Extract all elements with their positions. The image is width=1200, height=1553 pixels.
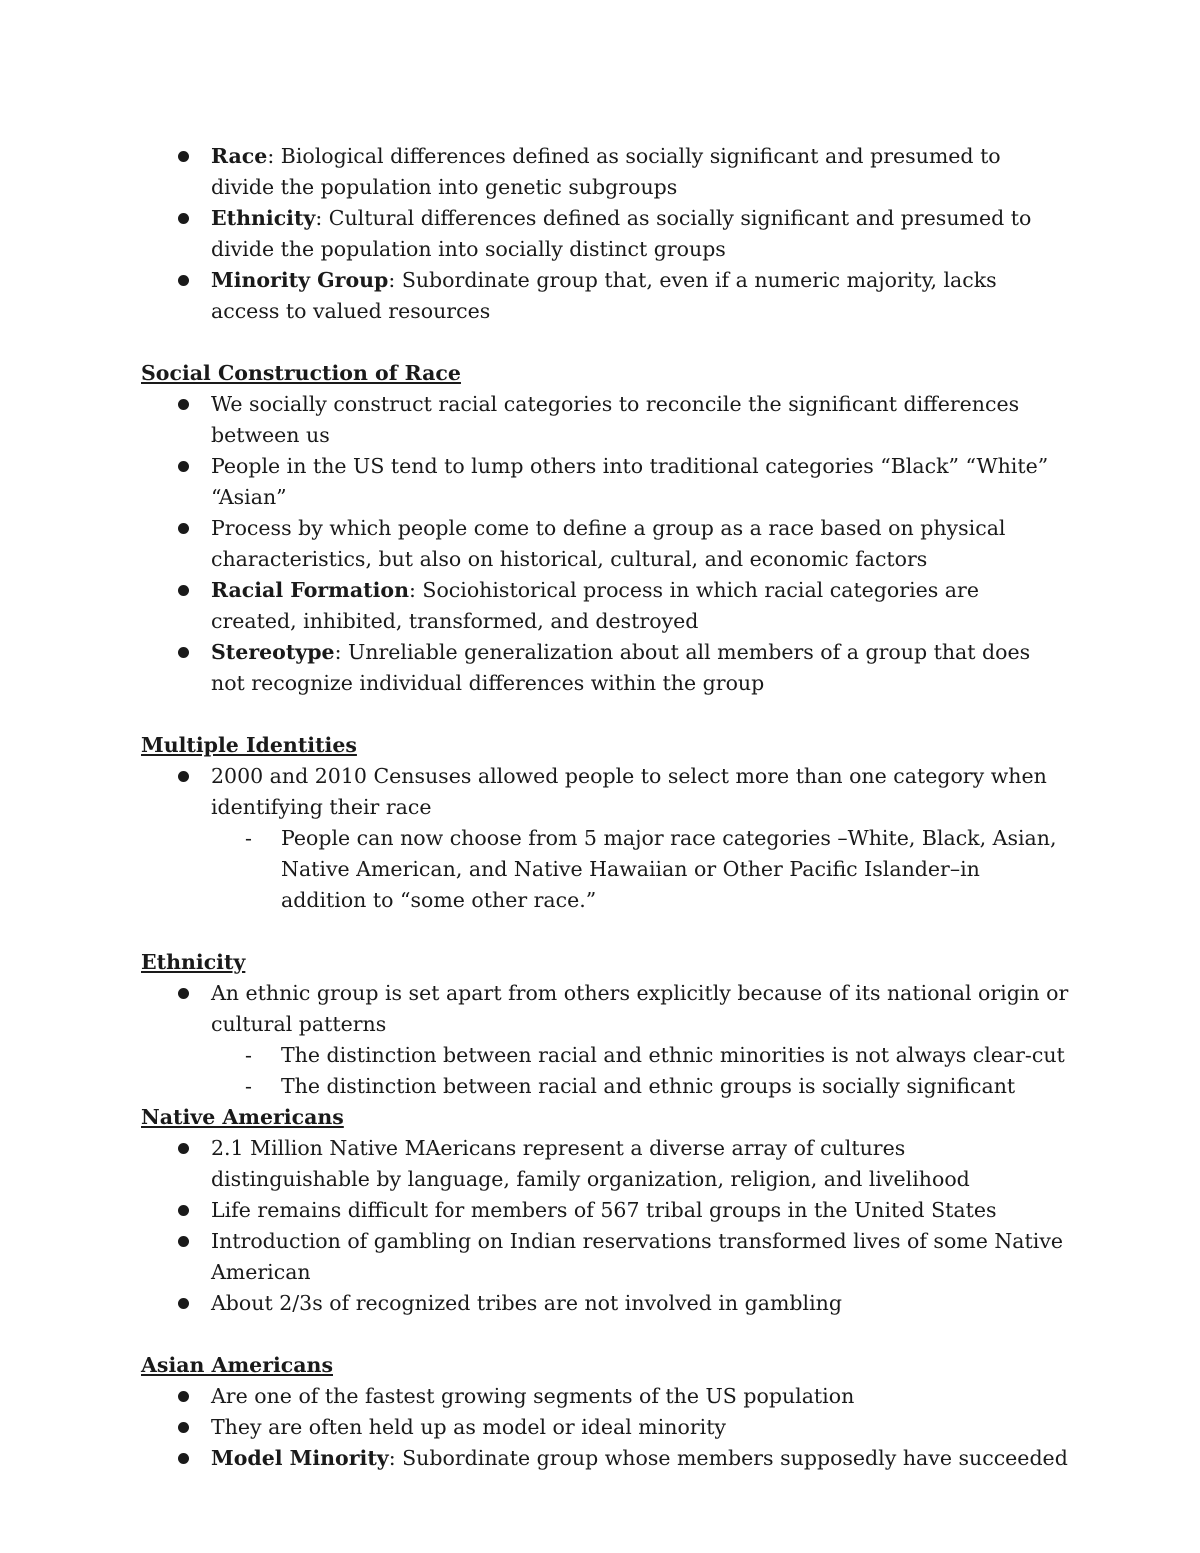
native-americans-list [141, 1133, 1070, 1319]
bullet-icon [178, 461, 189, 472]
section-heading-native-americans: Native Americans [141, 1105, 344, 1129]
bullet-icon [178, 988, 189, 999]
list-item [141, 1226, 1070, 1288]
sub-list-item [211, 823, 1070, 916]
section-heading-multiple-identities: Multiple Identities [141, 733, 357, 757]
list-item [141, 1381, 1070, 1412]
section-heading-ethnicity: Ethnicity [141, 950, 246, 974]
term: Race [211, 144, 268, 168]
list-item [141, 575, 1070, 637]
bullet-icon [178, 523, 189, 534]
sub-list-item [211, 1040, 1070, 1071]
list-item [141, 637, 1070, 699]
list-item [141, 761, 1070, 916]
ethnicity-list [141, 978, 1070, 1102]
list-item [141, 513, 1070, 575]
section-heading-social-construction: Social Construction of Race [141, 361, 461, 385]
list-item [141, 389, 1070, 451]
bullet-icon [178, 1453, 189, 1464]
list-item [141, 978, 1070, 1102]
list-item [141, 141, 1070, 203]
sub-list [211, 1040, 1070, 1102]
bullet-icon [178, 1391, 189, 1402]
social-construction-list [141, 389, 1070, 699]
sub-list [211, 823, 1070, 916]
term: Minority Group [211, 268, 389, 292]
multiple-identities-list [141, 761, 1070, 916]
item-text: 2000 and 2010 Censuses allowed people to select more than one category when identifying their race [211, 764, 1047, 819]
bullet-icon [178, 399, 189, 410]
list-item [141, 1195, 1070, 1226]
definition: : Biological differences defined as socially significant and presumed to divide the population into genetic subgroups [211, 144, 1001, 199]
item-text: 2.1 Million Native MAericans represent a diverse array of cultures distinguishable by language, family organization, religion, and livelihood [211, 1136, 970, 1191]
sub-list-item [211, 1071, 1070, 1102]
item-text: Life remains difficult for members of 567 tribal groups in the United States [211, 1198, 997, 1222]
bullet-icon [178, 1236, 189, 1247]
list-item [141, 451, 1070, 513]
sub-item-text: The distinction between racial and ethnic groups is socially significant [281, 1074, 1016, 1098]
item-text: Process by which people come to define a group as a race based on physical characteristics, but also on historical, cultural, and economic factors [211, 516, 1006, 571]
section-heading-asian-americans: Asian Americans [141, 1353, 333, 1377]
list-item [141, 265, 1070, 327]
bullet-icon [178, 1422, 189, 1433]
item-text: About 2/3s of recognized tribes are not involved in gambling [211, 1291, 842, 1315]
bullet-icon [178, 151, 189, 162]
bullet-icon [178, 647, 189, 658]
definition: : Subordinate group whose members supposedly have succeeded [388, 1446, 1068, 1470]
definition: : Unreliable generalization about all members of a group that does not recognize individual differences within the group [211, 640, 1031, 695]
item-text: An ethnic group is set apart from others explicitly because of its national origin or cultural patterns [211, 981, 1069, 1036]
asian-americans-list [141, 1381, 1070, 1474]
item-text: We socially construct racial categories to reconcile the significant differences between us [211, 392, 1020, 447]
item-text: Introduction of gambling on Indian reservations transformed lives of some Native American [211, 1229, 1064, 1284]
intro-definitions-list [141, 141, 1070, 327]
term: Ethnicity [211, 206, 316, 230]
definition: : Cultural differences defined as socially significant and presumed to divide the population into socially distinct groups [211, 206, 1032, 261]
list-item [141, 203, 1070, 265]
bullet-icon [178, 585, 189, 596]
definition: : Sociohistorical process in which racial categories are created, inhibited, transformed, and destroyed [211, 578, 979, 633]
term: Stereotype [211, 640, 335, 664]
bullet-icon [178, 771, 189, 782]
dash-icon: - [245, 826, 252, 850]
item-text: They are often held up as model or ideal minority [211, 1415, 727, 1439]
dash-icon: - [245, 1043, 252, 1067]
bullet-icon [178, 1143, 189, 1154]
sub-item-text: The distinction between racial and ethnic minorities is not always clear-cut [281, 1043, 1065, 1067]
bullet-icon [178, 1205, 189, 1216]
bullet-icon [178, 1298, 189, 1309]
sub-item-text: People can now choose from 5 major race categories –White, Black, Asian, Native American, and Native Hawaiian or Other Pacific Islander–in addition to “some other race.” [281, 826, 1057, 912]
list-item [141, 1412, 1070, 1443]
list-item [141, 1443, 1070, 1474]
term: Model Minority [211, 1446, 389, 1470]
item-text: People in the US tend to lump others into traditional categories “Black” “White” “Asian” [211, 454, 1049, 509]
list-item [141, 1288, 1070, 1319]
bullet-icon [178, 275, 189, 286]
term: Racial Formation [211, 578, 409, 602]
definition: : Subordinate group that, even if a numeric majority, lacks access to valued resources [211, 268, 997, 323]
item-text: Are one of the fastest growing segments of the US population [211, 1384, 855, 1408]
list-item [141, 1133, 1070, 1195]
dash-icon: - [245, 1074, 252, 1098]
bullet-icon [178, 213, 189, 224]
